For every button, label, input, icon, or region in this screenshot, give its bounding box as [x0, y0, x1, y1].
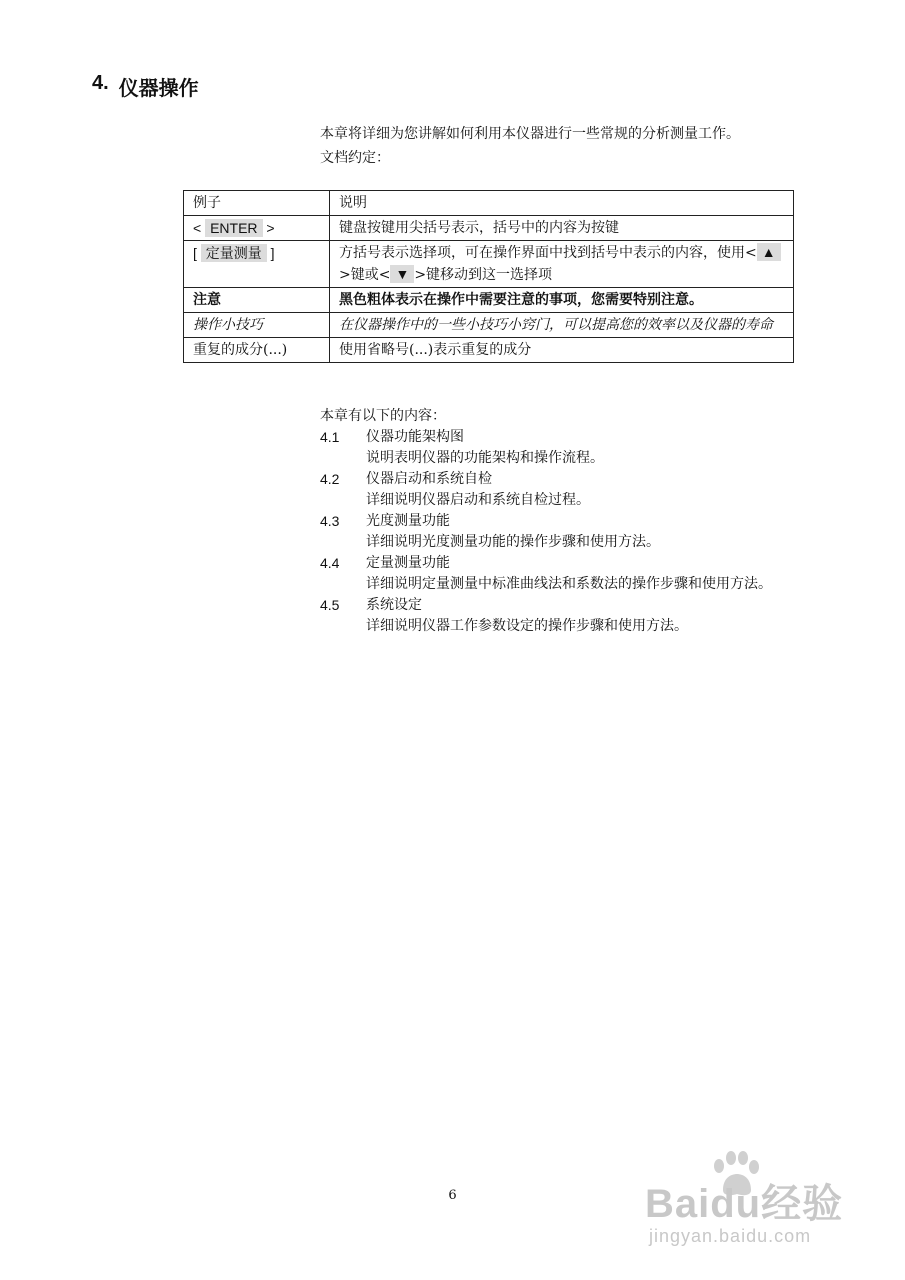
bracket-close: ] [266, 245, 275, 261]
section-title: 系统设定 [366, 597, 422, 613]
enter-key-sample: ENTER [205, 219, 262, 237]
header-description: 说明 [330, 191, 794, 216]
example-cell [184, 241, 330, 288]
intro-line: 本章将详细为您讲解如何利用本仪器进行一些常规的分析测量工作。 [320, 126, 740, 142]
bracket-open: [ [193, 245, 201, 261]
section-description: 详细说明光度测量功能的操作步骤和使用方法。 [366, 534, 660, 550]
table-row [184, 338, 794, 363]
chapter-contents [320, 406, 772, 637]
header-example: 例子 [184, 191, 330, 216]
list-item [320, 553, 772, 595]
section-description: 说明表明仪器的功能架构和操作流程。 [366, 450, 604, 466]
list-item [320, 427, 772, 469]
menu-option-sample: 定量测量 [201, 244, 267, 262]
section-number: 4.1 [320, 429, 340, 445]
table-header-row [184, 191, 794, 216]
table-row [184, 313, 794, 338]
table-row [184, 216, 794, 241]
section-title: 光度测量功能 [366, 513, 450, 529]
chapter-heading [92, 72, 199, 101]
baidu-watermark [645, 1150, 855, 1255]
description-cell [330, 241, 794, 288]
description-cell: 键盘按键用尖括号表示，括号中的内容为按键 [330, 216, 794, 241]
conventions-table [183, 190, 794, 363]
section-title: 仪器启动和系统自检 [366, 471, 492, 487]
description-text: 方括号表示选择项，可在操作界面中找到括号中表示的内容，使用< [339, 245, 757, 261]
bracket-open: < [193, 220, 206, 236]
section-number: 4.3 [320, 513, 340, 529]
chapter-number: 4. [92, 72, 109, 94]
section-description: 详细说明定量测量中标准曲线法和系数法的操作步骤和使用方法。 [366, 576, 772, 592]
example-cell: 重复的成分(...) [184, 338, 330, 363]
conventions-label: 文档约定： [320, 150, 390, 166]
watermark-brand: Baidu经验 [645, 1182, 844, 1226]
section-title: 仪器功能架构图 [366, 429, 464, 445]
watermark-site: jingyan.baidu.com [649, 1226, 812, 1246]
list-item [320, 469, 772, 511]
table-row [184, 288, 794, 313]
section-title: 定量测量功能 [366, 555, 450, 571]
description-text: >键或< [339, 267, 391, 283]
example-cell: 注意 [184, 288, 330, 313]
section-number: 4.4 [320, 555, 340, 571]
example-cell: 操作小技巧 [184, 313, 330, 338]
chapter-intro [320, 122, 740, 170]
down-arrow-icon: ▼ [390, 265, 414, 283]
description-cell: 在仪器操作中的一些小技巧小窍门，可以提高您的效率以及仪器的寿命 [330, 313, 794, 338]
up-arrow-icon: ▲ [757, 243, 781, 261]
chapter-title: 仪器操作 [118, 78, 199, 100]
description-cell: 黑色粗体表示在操作中需要注意的事项，您需要特别注意。 [330, 288, 794, 313]
bracket-close: > [262, 220, 275, 236]
table-row [184, 241, 794, 288]
contents-intro: 本章有以下的内容： [320, 408, 446, 424]
description-text: >键移动到这一选择项 [414, 267, 553, 283]
list-item [320, 595, 772, 637]
section-description: 详细说明仪器工作参数设定的操作步骤和使用方法。 [366, 618, 688, 634]
section-number: 4.2 [320, 471, 340, 487]
example-cell [184, 216, 330, 241]
section-description: 详细说明仪器启动和系统自检过程。 [366, 492, 590, 508]
page-number: 6 [448, 1188, 457, 1203]
section-number: 4.5 [320, 597, 340, 613]
description-cell: 使用省略号(...)表示重复的成分 [330, 338, 794, 363]
list-item [320, 511, 772, 553]
